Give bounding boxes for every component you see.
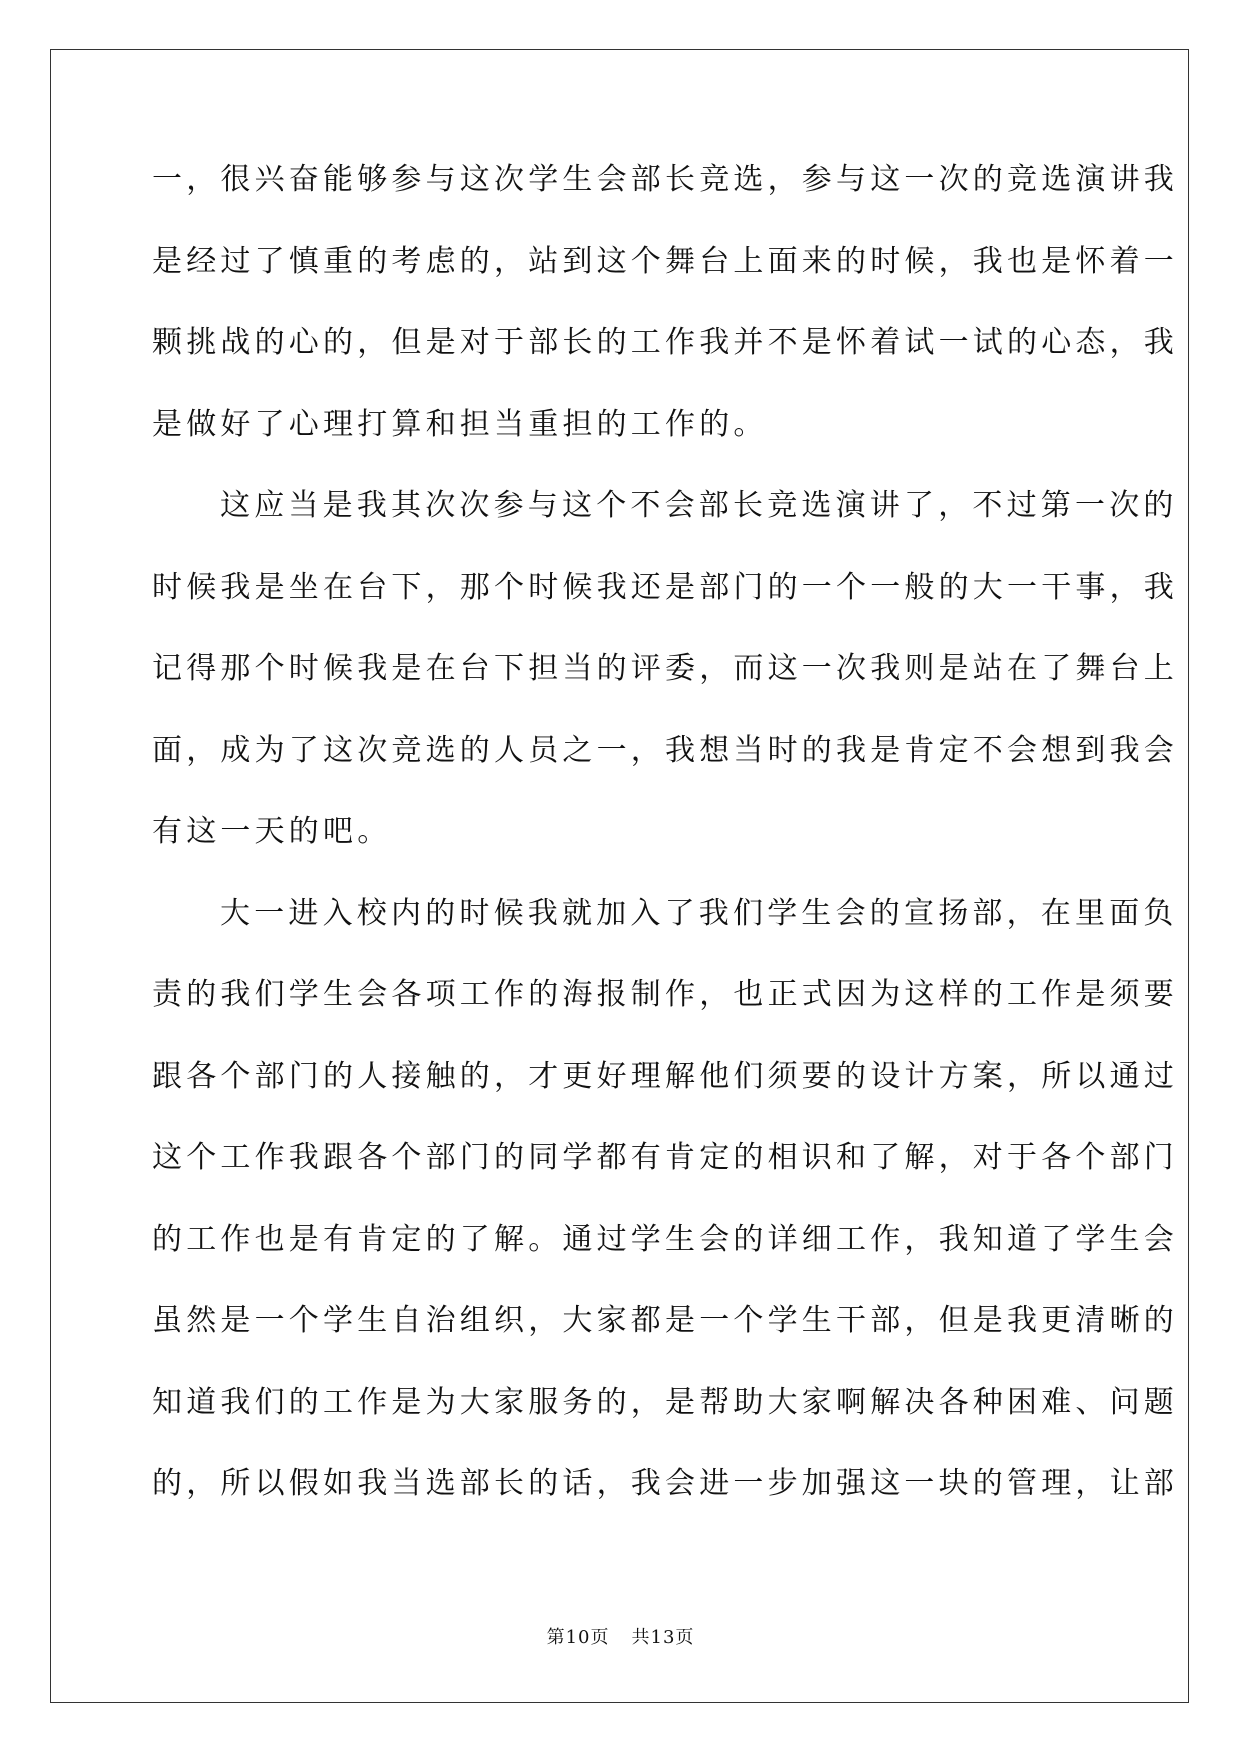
text-line: 跟各个部门的人接触的，才更好理解他们须要的设计方案，所以通过 [152,1058,1178,1094]
text-line: 面，成为了这次竞选的人员之一，我想当时的我是肯定不会想到我会 [152,732,1178,768]
text-line: 责的我们学生会各项工作的海报制作，也正式因为这样的工作是须要 [152,977,1178,1012]
text-line: 时候我是坐在台下，那个时候我还是部门的一个一般的大一干事，我 [152,569,1178,605]
document-body [152,162,1178,1551]
text-line: 记得那个时候我是在台下担当的评委，而这一次我则是站在了舞台上 [152,651,1178,686]
text-line: 的工作也是有肯定的了解。通过学生会的详细工作，我知道了学生会 [152,1221,1178,1257]
text-line: 这个工作我跟各个部门的同学都有肯定的相识和了解，对于各个部门 [152,1140,1178,1175]
page-footer [0,1623,1241,1649]
page-number: 第10页 [546,1627,610,1648]
paragraph-first-line: 这应当是我其次次参与这个不会部长竞选演讲了，不过第一次的 [220,488,1178,523]
text-line: 知道我们的工作是为大家服务的，是帮助大家啊解决各种困难、问题 [152,1384,1178,1420]
text-line: 的，所以假如我当选部长的话，我会进一步加强这一块的管理，让部 [152,1466,1178,1501]
paragraph-first-line: 大一进入校内的时候我就加入了我们学生会的宣扬部，在里面负 [220,895,1178,931]
text-line: 是做好了心理打算和担当重担的工作的。 [152,406,768,442]
text-line: 是经过了慎重的考虑的，站到这个舞台上面来的时候，我也是怀着一 [152,243,1178,279]
total-pages: 共13页 [631,1627,695,1648]
text-line: 颗挑战的心的，但是对于部长的工作我并不是怀着试一试的心态，我 [152,325,1178,360]
text-line: 虽然是一个学生自治组织，大家都是一个学生干部，但是我更清晰的 [152,1303,1178,1338]
text-line: 有这一天的吧。 [152,814,392,849]
text-line: 一，很兴奋能够参与这次学生会部长竞选，参与这一次的竞选演讲我 [152,162,1178,197]
